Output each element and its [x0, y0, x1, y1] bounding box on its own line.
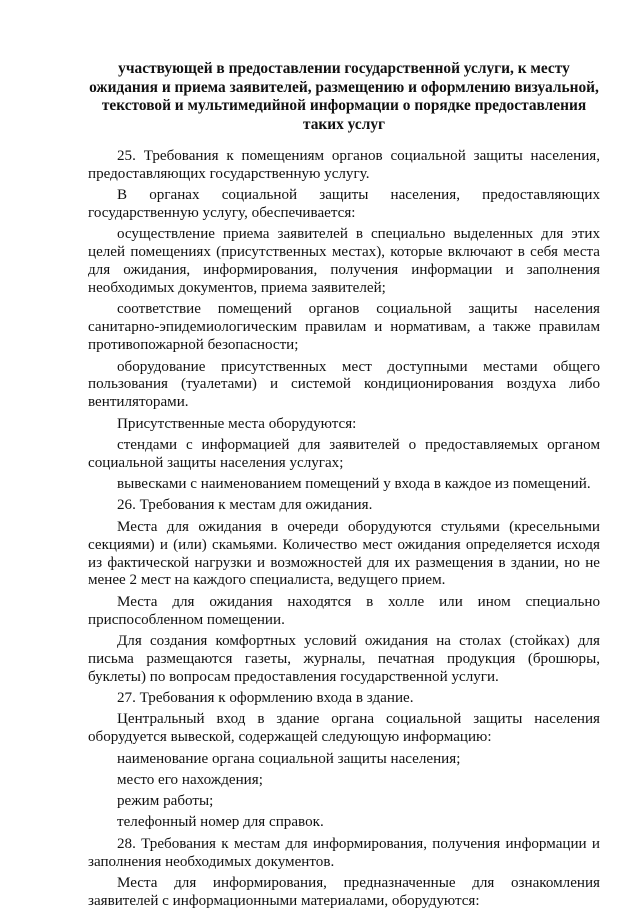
paragraph: В органах социальной защиты населения, предоставляющих государственную услугу, обеспечивается:	[88, 187, 600, 222]
paragraph: Места для ожидания в очереди оборудуются стульями (кресельными секциями) и (или) скамьями. Количество мест ожидания определяется исходя из фактической нагрузки и возможностей для их размещения в здании, но не менее 2 мест на каждого специалиста, ведущего прием.	[88, 518, 600, 589]
list-item: режим работы;	[117, 793, 214, 810]
list-item: осуществление приема заявителей в специально выделенных для этих целей помещениях (присутственных местах), которые включают в себя места для ожидания, информирования, получения информации и заполнения необходимых документов, приема заявителей;	[88, 226, 600, 297]
heading-line-1: участвующей в предоставлении государственной услуги, к месту	[118, 60, 570, 77]
list-item: стендами с информацией для заявителей о предоставляемых органом социальной защиты населения услугах;	[88, 436, 600, 471]
list-item: вывесками с наименованием помещений у входа в каждое из помещений.	[117, 476, 591, 493]
list-item: телефонный номер для справок.	[117, 814, 324, 831]
list-item: место его нахождения;	[117, 771, 263, 788]
paragraph: Центральный вход в здание органа социальной защиты населения оборудуется вывеской, содержащей следующую информацию:	[88, 711, 600, 746]
paragraph-25-title: 25. Требования к помещениям органов социальной защиты населения, предоставляющих государственную услугу.	[88, 148, 600, 182]
heading-line-2: ожидания и приема заявителей, размещению и оформлению визуальной,	[89, 78, 599, 96]
paragraph-27-title: 27. Требования к оформлению входа в здание.	[117, 690, 414, 707]
heading-line-3: текстовой и мультимедийной информации о порядке предоставления	[101, 97, 587, 114]
paragraph: Места для информирования, предназначенные для ознакомления заявителей с информационными материалами, оборудуются:	[88, 874, 600, 909]
document-body	[88, 148, 600, 914]
paragraph-28-title: 28. Требования к местам для информирования, получения информации и заполнения необходимых документов.	[88, 835, 600, 870]
paragraph: Для создания комфортных условий ожидания на столах (стойках) для письма размещаются газеты, журналы, печатная продукция (брошюры, буклеты) по вопросам предоставления государственной услуги.	[88, 632, 600, 685]
paragraph: Присутственные места оборудуются:	[117, 415, 357, 432]
section-heading	[88, 60, 600, 134]
paragraph: Места для ожидания находятся в холле или ином специально приспособленном помещении.	[88, 593, 600, 628]
list-item: оборудование присутственных мест доступными местами общего пользования (туалетами) и системой кондиционирования воздуха либо вентиляторами.	[88, 358, 600, 411]
list-item: наименование органа социальной защиты населения;	[117, 750, 461, 767]
list-item: соответствие помещений органов социальной защиты населения санитарно-эпидемиологическим правилам и нормативам, а также правилам противопожарной безопасности;	[88, 301, 600, 354]
paragraph-26-title: 26. Требования к местам для ожидания.	[117, 497, 373, 514]
heading-line-4: таких услуг	[302, 115, 386, 133]
